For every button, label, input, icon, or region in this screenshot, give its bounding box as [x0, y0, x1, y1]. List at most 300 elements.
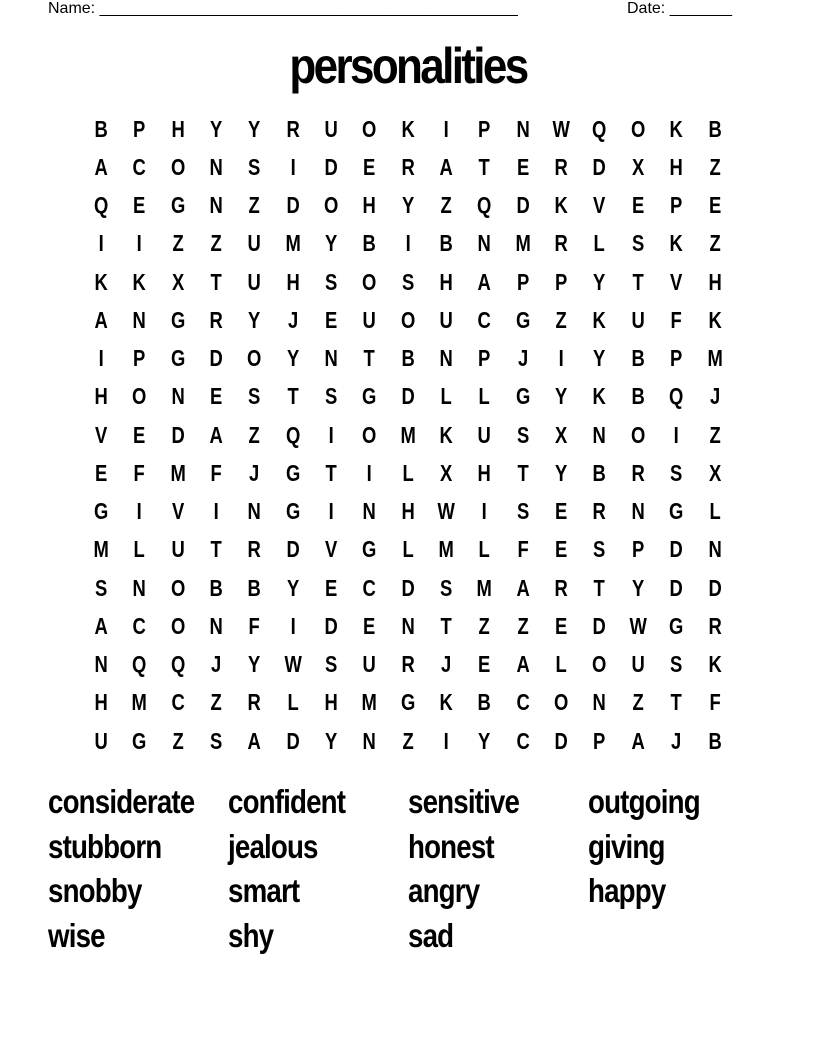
grid-letter: K: [669, 115, 683, 142]
grid-letter: F: [709, 689, 721, 716]
grid-letter: Z: [709, 421, 721, 448]
grid-letter: L: [287, 689, 299, 716]
grid-letter: G: [515, 306, 531, 333]
grid-letter: D: [592, 612, 607, 639]
grid-letter: K: [554, 192, 568, 219]
grid-letter: N: [171, 383, 185, 410]
grid-letter: Q: [285, 421, 301, 448]
grid-letter: Q: [669, 383, 684, 410]
grid-letter: X: [555, 421, 568, 448]
word-list-item: giving: [588, 827, 665, 865]
grid-letter: Z: [709, 153, 721, 180]
grid-letter: Z: [555, 306, 567, 333]
grid-letter: N: [324, 345, 338, 372]
grid-letter: T: [440, 612, 452, 639]
grid-letter: A: [247, 727, 262, 754]
grid-letter: K: [439, 421, 453, 448]
grid-letter: Z: [517, 612, 529, 639]
date-field: Date: _______: [627, 0, 732, 17]
grid-letter: N: [132, 306, 147, 333]
grid-letter: Y: [248, 115, 261, 142]
grid-letter: I: [405, 230, 411, 257]
grid-letter: N: [516, 115, 530, 142]
grid-letter: N: [592, 421, 607, 448]
grid-letter: N: [708, 536, 722, 563]
grid-letter: S: [95, 574, 108, 601]
grid-letter: U: [631, 651, 645, 678]
grid-letter: T: [210, 268, 222, 295]
grid-letter: E: [210, 383, 223, 410]
grid-letter: R: [631, 459, 645, 486]
page-title: personalities: [289, 38, 527, 94]
grid-letter: J: [709, 383, 720, 410]
grid-letter: W: [437, 498, 455, 525]
grid-letter: F: [210, 459, 222, 486]
grid-letter: E: [555, 536, 568, 563]
grid-letter: S: [670, 651, 683, 678]
grid-letter: D: [516, 192, 530, 219]
grid-letter: Q: [94, 192, 109, 219]
grid-letter: S: [516, 498, 530, 525]
grid-letter: S: [248, 383, 261, 410]
grid-letter: D: [708, 574, 722, 601]
grid-letter: H: [362, 192, 377, 219]
grid-letter: Y: [555, 459, 568, 486]
grid-letter: B: [209, 574, 223, 601]
word-list-item: stubborn: [48, 827, 162, 865]
grid-letter: C: [516, 689, 530, 716]
grid-letter: D: [286, 192, 300, 219]
grid-letter: Y: [401, 192, 415, 219]
grid-letter: E: [631, 192, 645, 219]
grid-letter: B: [708, 727, 722, 754]
grid-letter: I: [558, 345, 564, 372]
grid-letter: U: [631, 306, 645, 333]
grid-letter: N: [362, 727, 377, 754]
grid-letter: A: [94, 306, 108, 333]
grid-letter: I: [98, 230, 104, 257]
grid-letter: Z: [248, 192, 261, 219]
grid-letter: K: [439, 689, 453, 716]
grid-letter: T: [594, 574, 606, 601]
grid-letter: C: [171, 689, 185, 716]
grid-letter: O: [630, 115, 646, 142]
grid-letter: B: [631, 345, 645, 372]
grid-letter: V: [95, 421, 108, 448]
grid-letter: Z: [172, 727, 184, 754]
grid-letter: O: [362, 115, 377, 142]
grid-letter: Y: [631, 574, 645, 601]
grid-letter: E: [555, 612, 568, 639]
grid-letter: L: [478, 536, 491, 563]
grid-letter: P: [670, 192, 683, 219]
grid-letter: E: [363, 153, 376, 180]
grid-letter: I: [136, 498, 143, 525]
grid-letter: R: [247, 536, 262, 563]
grid-letter: N: [631, 498, 645, 525]
grid-letter: B: [592, 459, 607, 486]
word-list: [48, 780, 768, 959]
grid-letter: I: [213, 498, 219, 525]
grid-letter: S: [593, 536, 606, 563]
grid-letter: G: [94, 498, 109, 525]
grid-letter: O: [247, 345, 262, 372]
grid-letter: Y: [325, 230, 338, 257]
grid-letter: O: [170, 612, 186, 639]
grid-letter: U: [247, 268, 262, 295]
grid-letter: B: [362, 230, 377, 257]
grid-letter: Y: [210, 115, 223, 142]
grid-letter: I: [328, 498, 334, 525]
grid-letter: S: [248, 153, 261, 180]
grid-letter: R: [401, 651, 415, 678]
grid-letter: C: [477, 306, 492, 333]
grid-letter: H: [669, 153, 683, 180]
grid-letter: Y: [555, 383, 568, 410]
grid-letter: R: [554, 230, 568, 257]
grid-letter: Y: [248, 651, 261, 678]
grid-letter: U: [439, 306, 453, 333]
grid-letter: J: [287, 306, 299, 333]
grid-letter: Z: [210, 230, 222, 257]
grid-letter: K: [592, 383, 607, 410]
grid-letter: L: [555, 651, 567, 678]
grid-letter: U: [477, 421, 492, 448]
grid-letter: E: [133, 421, 146, 448]
grid-letter: H: [324, 689, 338, 716]
grid-letter: C: [132, 153, 147, 180]
grid-letter: L: [594, 230, 606, 257]
grid-letter: S: [516, 421, 530, 448]
grid-letter: S: [631, 230, 645, 257]
grid-letter: J: [249, 459, 260, 486]
grid-letter: K: [94, 268, 108, 295]
grid-letter: S: [210, 727, 223, 754]
grid-letter: Q: [170, 651, 186, 678]
grid-letter: G: [285, 498, 301, 525]
grid-letter: D: [554, 727, 568, 754]
grid-letter: F: [517, 536, 529, 563]
grid-letter: E: [325, 306, 338, 333]
grid-letter: M: [285, 230, 301, 257]
grid-letter: P: [478, 115, 491, 142]
grid-letter: Y: [593, 268, 606, 295]
grid-letter: O: [554, 689, 569, 716]
grid-letter: N: [439, 345, 453, 372]
grid-letter: B: [247, 574, 262, 601]
grid-letter: G: [669, 498, 684, 525]
grid-letter: O: [630, 421, 646, 448]
grid-letter: K: [669, 230, 683, 257]
grid-letter: L: [478, 383, 491, 410]
grid-letter: B: [439, 230, 453, 257]
grid-letter: F: [248, 612, 261, 639]
grid-letter: H: [171, 115, 185, 142]
grid-letter: D: [324, 612, 338, 639]
grid-letter: C: [516, 727, 530, 754]
grid-letter: P: [478, 345, 491, 372]
grid-letter: D: [669, 574, 683, 601]
grid-letter: H: [439, 268, 453, 295]
header-row: [48, 0, 748, 20]
grid-letter: R: [401, 153, 415, 180]
grid-letter: H: [477, 459, 492, 486]
grid-letter: E: [478, 651, 491, 678]
letter-grid: [82, 110, 734, 760]
grid-letter: N: [247, 498, 262, 525]
grid-letter: H: [708, 268, 722, 295]
word-list-item: shy: [228, 917, 274, 955]
grid-letter: J: [441, 651, 452, 678]
grid-letter: G: [669, 612, 684, 639]
grid-letter: I: [443, 115, 449, 142]
grid-letter: U: [94, 727, 108, 754]
grid-letter: X: [708, 459, 721, 486]
grid-letter: R: [247, 689, 262, 716]
grid-letter: Y: [286, 574, 300, 601]
grid-letter: A: [94, 153, 108, 180]
word-list-item: jealous: [228, 827, 318, 865]
grid-letter: W: [552, 115, 570, 142]
grid-letter: H: [286, 268, 300, 295]
grid-letter: T: [478, 153, 491, 180]
grid-letter: Y: [478, 727, 491, 754]
grid-letter: A: [209, 421, 223, 448]
grid-letter: K: [401, 115, 415, 142]
grid-letter: I: [328, 421, 334, 448]
grid-letter: P: [555, 268, 568, 295]
grid-letter: N: [477, 230, 492, 257]
word-list-item: smart: [228, 872, 300, 910]
grid-letter: K: [132, 268, 147, 295]
grid-letter: E: [325, 574, 338, 601]
grid-letter: V: [670, 268, 683, 295]
grid-letter: S: [325, 383, 338, 410]
word-list-item: honest: [408, 827, 494, 865]
grid-letter: Z: [210, 689, 222, 716]
grid-letter: Z: [709, 230, 721, 257]
grid-letter: E: [516, 153, 530, 180]
grid-letter: L: [709, 498, 721, 525]
grid-letter: M: [93, 536, 109, 563]
grid-letter: U: [324, 115, 338, 142]
grid-letter: U: [362, 306, 377, 333]
grid-letter: X: [440, 459, 453, 486]
grid-letter: D: [171, 421, 185, 448]
grid-letter: Z: [172, 230, 184, 257]
grid-letter: J: [517, 345, 529, 372]
grid-letter: O: [362, 421, 377, 448]
grid-letter: A: [631, 727, 645, 754]
grid-letter: I: [290, 153, 296, 180]
grid-letter: H: [401, 498, 415, 525]
grid-letter: I: [290, 612, 296, 639]
grid-letter: R: [708, 612, 722, 639]
grid-letter: B: [401, 345, 415, 372]
word-list-item: happy: [588, 872, 666, 910]
grid-letter: H: [94, 383, 108, 410]
grid-letter: O: [592, 651, 607, 678]
grid-letter: M: [131, 689, 148, 716]
grid-letter: K: [592, 306, 607, 333]
grid-letter: T: [287, 383, 299, 410]
grid-letter: T: [517, 459, 529, 486]
grid-letter: K: [708, 651, 722, 678]
grid-letter: G: [170, 192, 186, 219]
grid-letter: G: [515, 383, 531, 410]
grid-letter: L: [133, 536, 146, 563]
grid-letter: I: [136, 230, 143, 257]
grid-letter: D: [324, 153, 338, 180]
grid-letter: S: [325, 651, 338, 678]
grid-letter: V: [171, 498, 184, 525]
grid-letter: P: [133, 345, 146, 372]
grid-letter: R: [592, 498, 607, 525]
grid-letter: G: [285, 459, 301, 486]
grid-letter: U: [171, 536, 185, 563]
grid-letter: Z: [402, 727, 414, 754]
grid-letter: G: [170, 345, 186, 372]
grid-letter: O: [170, 153, 186, 180]
name-field: Name: _______________________________________________: [48, 0, 518, 17]
grid-letter: E: [95, 459, 108, 486]
word-list-item: considerate: [48, 783, 195, 820]
grid-letter: F: [670, 306, 682, 333]
grid-letter: B: [708, 115, 722, 142]
grid-letter: R: [286, 115, 300, 142]
grid-letter: O: [170, 574, 186, 601]
grid-letter: L: [402, 459, 414, 486]
grid-letter: B: [631, 383, 645, 410]
grid-letter: M: [170, 459, 186, 486]
grid-letter: Y: [593, 345, 606, 372]
grid-letter: A: [439, 153, 453, 180]
grid-letter: N: [592, 689, 607, 716]
grid-letter: R: [554, 153, 568, 180]
word-list-item: sad: [408, 917, 454, 955]
grid-letter: P: [593, 727, 606, 754]
grid-letter: A: [516, 574, 530, 601]
grid-letter: D: [669, 536, 683, 563]
grid-letter: P: [631, 536, 645, 563]
grid-letter: N: [401, 612, 415, 639]
grid-letter: P: [670, 345, 683, 372]
grid-letter: A: [516, 651, 530, 678]
grid-letter: U: [362, 651, 377, 678]
grid-letter: O: [400, 306, 416, 333]
grid-letter: B: [477, 689, 492, 716]
grid-letter: I: [673, 421, 679, 448]
grid-letter: W: [284, 651, 302, 678]
grid-letter: D: [401, 574, 415, 601]
word-list-item: angry: [408, 872, 480, 910]
grid-letter: L: [440, 383, 452, 410]
grid-letter: Z: [632, 689, 644, 716]
grid-letter: Z: [248, 421, 261, 448]
word-list-item: outgoing: [588, 783, 700, 820]
grid-letter: A: [477, 268, 492, 295]
grid-letter: J: [671, 727, 682, 754]
grid-letter: M: [706, 345, 723, 372]
word-list-item: sensitive: [408, 783, 520, 820]
grid-letter: F: [133, 459, 146, 486]
grid-letter: B: [94, 115, 108, 142]
grid-letter: U: [247, 230, 262, 257]
grid-letter: P: [516, 268, 530, 295]
grid-letter: D: [286, 727, 300, 754]
grid-letter: P: [133, 115, 146, 142]
grid-letter: Q: [477, 192, 492, 219]
grid-letter: A: [94, 612, 108, 639]
grid-letter: Q: [132, 651, 147, 678]
grid-letter: V: [593, 192, 606, 219]
grid-letter: M: [361, 689, 378, 716]
grid-letter: Q: [592, 115, 607, 142]
grid-letter: O: [362, 268, 377, 295]
grid-letter: S: [401, 268, 415, 295]
grid-letter: G: [132, 727, 147, 754]
grid-letter: Y: [325, 727, 338, 754]
grid-letter: M: [400, 421, 416, 448]
grid-letter: T: [632, 268, 644, 295]
grid-letter: T: [670, 689, 682, 716]
grid-letter: N: [209, 612, 223, 639]
grid-letter: N: [94, 651, 108, 678]
grid-letter: O: [132, 383, 147, 410]
grid-letter: C: [132, 612, 147, 639]
grid-letter: S: [670, 459, 683, 486]
grid-letter: I: [367, 459, 373, 486]
grid-letter: J: [211, 651, 222, 678]
grid-letter: D: [401, 383, 415, 410]
grid-letter: W: [629, 612, 647, 639]
grid-letter: G: [362, 536, 377, 563]
grid-letter: O: [324, 192, 339, 219]
grid-letter: G: [170, 306, 186, 333]
grid-letter: D: [286, 536, 300, 563]
grid-letter: X: [631, 153, 645, 180]
grid-letter: E: [363, 612, 376, 639]
grid-letter: I: [482, 498, 488, 525]
grid-letter: Y: [248, 306, 261, 333]
grid-letter: M: [476, 574, 493, 601]
grid-letter: N: [209, 192, 223, 219]
grid-letter: G: [400, 689, 416, 716]
grid-letter: D: [592, 153, 607, 180]
grid-letter: I: [443, 727, 449, 754]
grid-letter: Z: [478, 612, 491, 639]
grid-letter: X: [171, 268, 184, 295]
grid-letter: Z: [440, 192, 452, 219]
grid-letter: Y: [286, 345, 300, 372]
grid-letter: E: [555, 498, 568, 525]
grid-letter: T: [325, 459, 337, 486]
grid-letter: T: [210, 536, 222, 563]
grid-letter: T: [363, 345, 376, 372]
grid-letter: N: [209, 153, 223, 180]
word-list-item: snobby: [48, 872, 142, 910]
grid-letter: L: [402, 536, 414, 563]
grid-letter: I: [98, 345, 104, 372]
word-list-item: confident: [228, 783, 346, 820]
grid-letter: E: [708, 192, 721, 219]
grid-letter: S: [440, 574, 453, 601]
grid-letter: D: [209, 345, 223, 372]
grid-letter: S: [325, 268, 338, 295]
grid-letter: K: [708, 306, 722, 333]
grid-letter: N: [362, 498, 377, 525]
word-list-item: wise: [48, 917, 105, 955]
